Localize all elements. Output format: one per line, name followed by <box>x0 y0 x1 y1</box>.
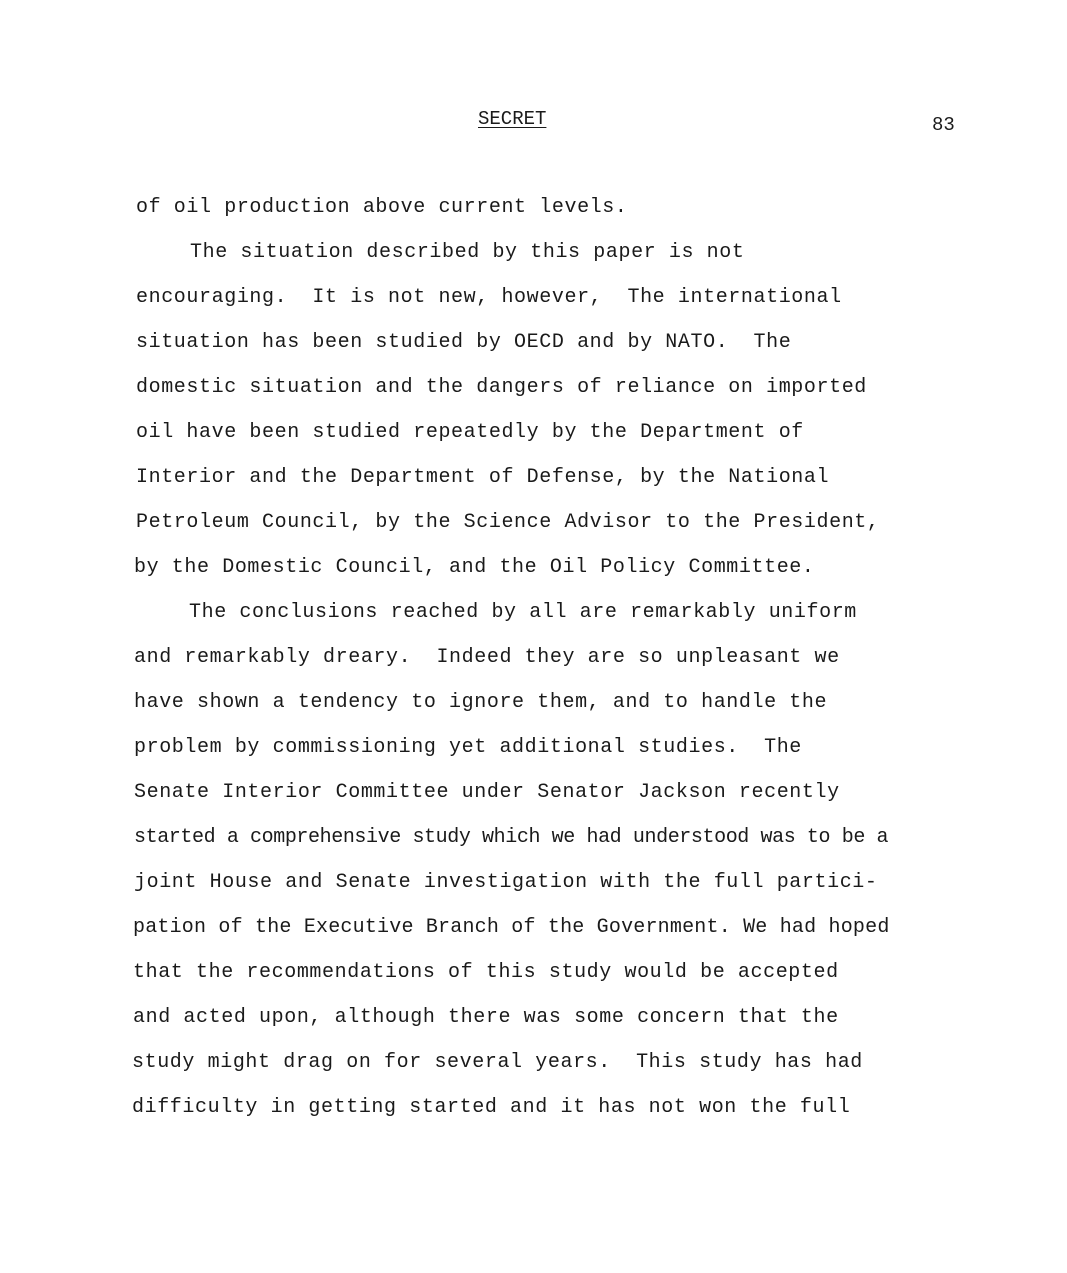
page-number: 83 <box>932 114 955 136</box>
body-line: problem by commissioning yet additional studies. The <box>134 736 802 759</box>
body-line: domestic situation and the dangers of reliance on imported <box>136 376 867 399</box>
body-line: joint House and Senate investigation with the full partici- <box>134 871 878 894</box>
body-line: The conclusions reached by all are remarkably uniform <box>189 601 857 624</box>
body-line: and remarkably dreary. Indeed they are so unpleasant we <box>134 646 840 669</box>
body-line: oil have been studied repeatedly by the Department of <box>136 421 804 444</box>
classification-marking: SECRET <box>478 108 547 130</box>
body-line: Senate Interior Committee under Senator Jackson recently <box>134 781 840 804</box>
body-line: that the recommendations of this study would be accepted <box>133 961 839 984</box>
body-line: The situation described by this paper is not <box>190 241 745 264</box>
body-line: of oil production above current levels. <box>136 196 628 219</box>
body-line: study might drag on for several years. This study has had <box>132 1051 863 1074</box>
body-line: difficulty in getting started and it has not won the full <box>132 1096 851 1119</box>
body-line: pation of the Executive Branch of the Government. We had hoped <box>133 916 890 939</box>
body-line: by the Domestic Council, and the Oil Policy Committee. <box>134 556 815 579</box>
body-line: started a comprehensive study which we had understood was to be a <box>134 826 889 849</box>
body-line: and acted upon, although there was some concern that the <box>133 1006 839 1029</box>
body-line: situation has been studied by OECD and by NATO. The <box>136 331 792 354</box>
body-line: have shown a tendency to ignore them, and to handle the <box>134 691 828 714</box>
body-line: Interior and the Department of Defense, by the National <box>136 466 830 489</box>
body-line: encouraging. It is not new, however, The international <box>136 286 842 309</box>
body-line: Petroleum Council, by the Science Advisor to the President, <box>136 511 880 534</box>
